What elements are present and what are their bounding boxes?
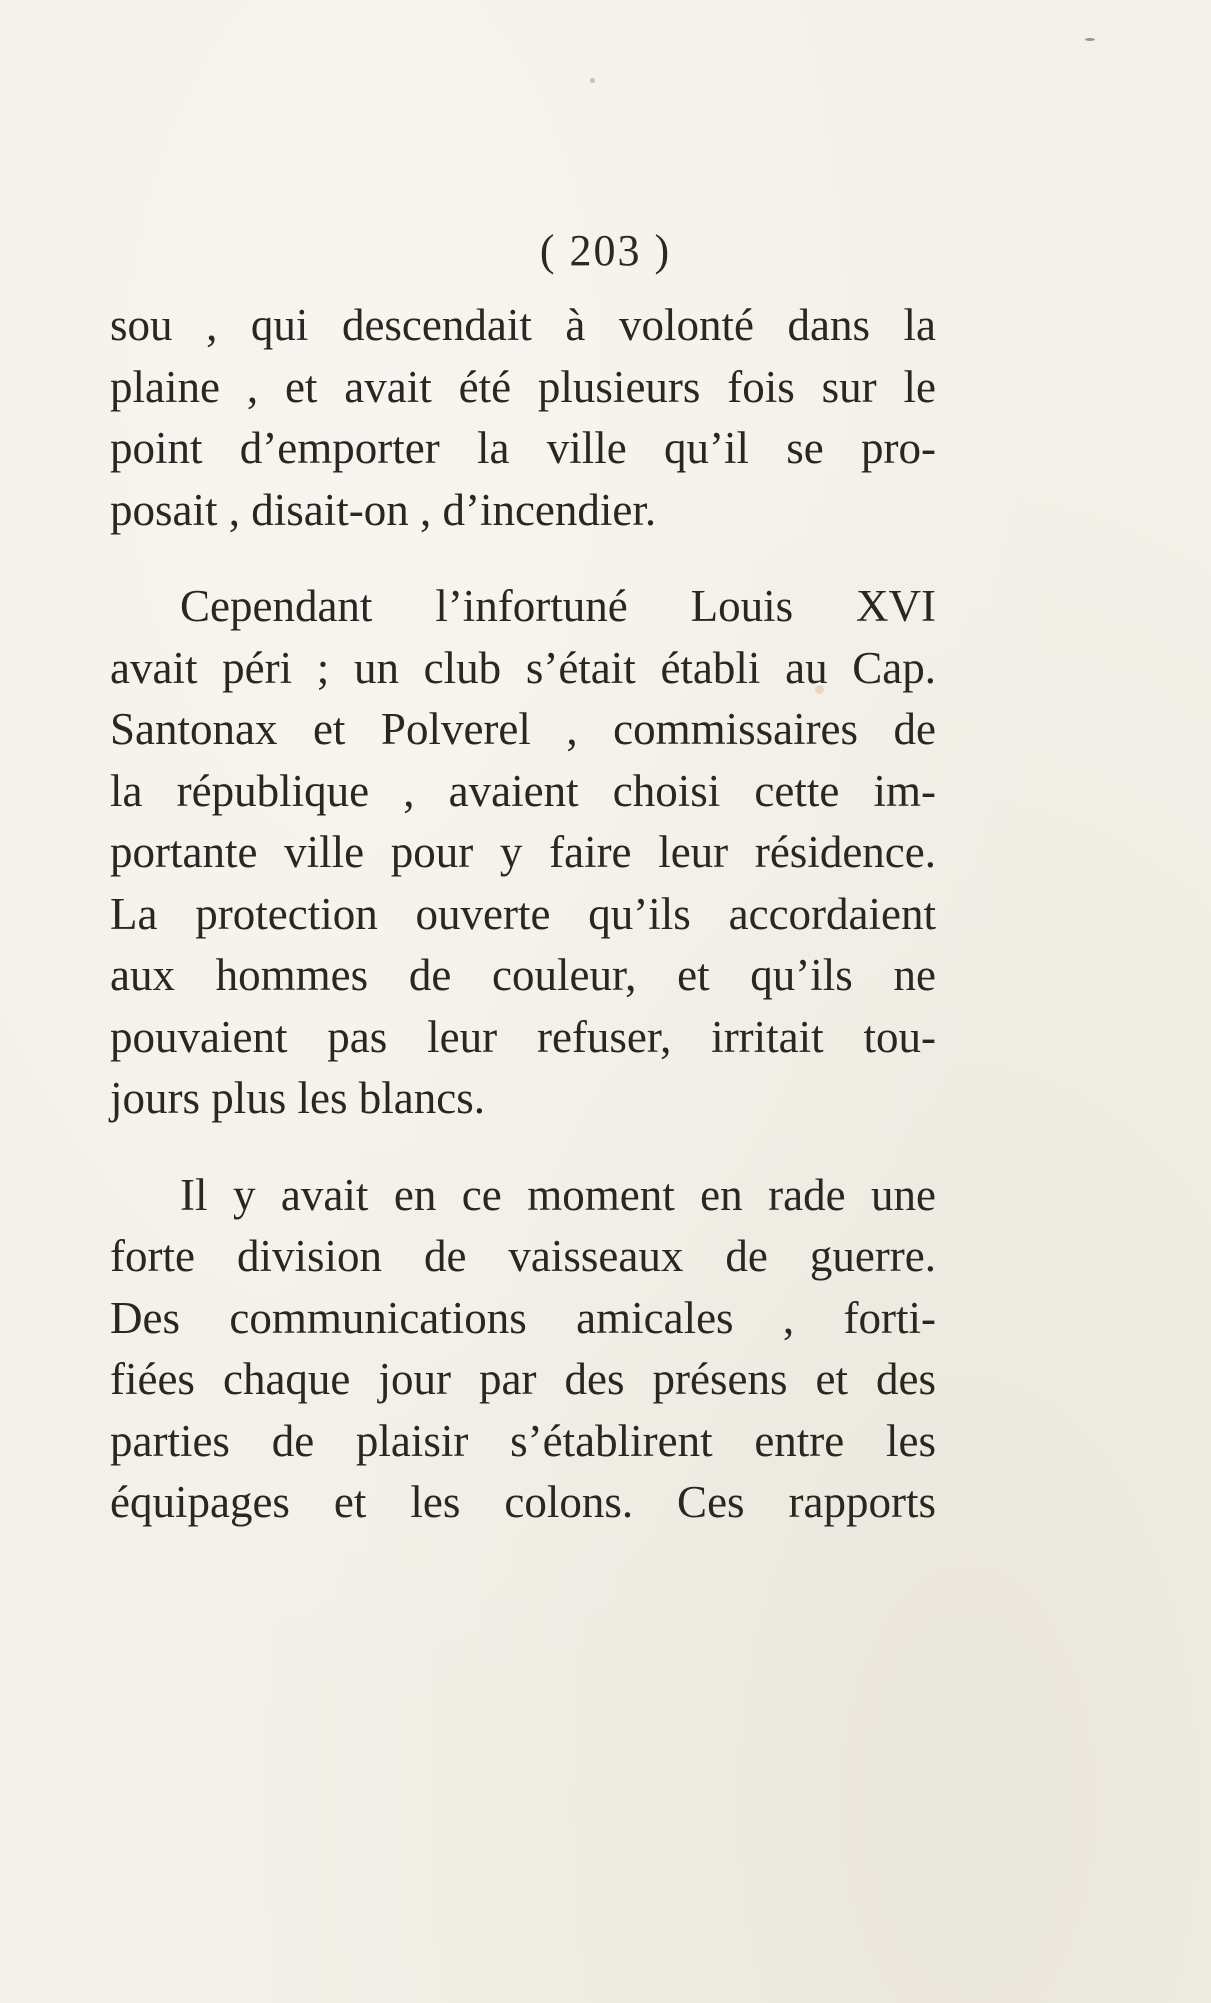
- text-line: pouvaient pas leur refuser, irritait tou-: [110, 1011, 936, 1062]
- text-line: posait , disait-on , d’incendier.: [110, 484, 657, 535]
- text-line: avait péri ; un club s’était établi au Cap.: [110, 642, 936, 693]
- text-line: sou , qui descendait à volonté dans la: [110, 300, 936, 350]
- body-text: [110, 295, 936, 1534]
- paper-speck: [1085, 38, 1095, 41]
- text-line: Cependant l’infortuné Louis XVI: [180, 581, 936, 631]
- text-line: forte division de vaisseaux de guerre.: [110, 1231, 936, 1281]
- paragraph-gap: [110, 1130, 936, 1165]
- paragraph-1: [110, 295, 936, 541]
- text-line: aux hommes de couleur, et qu’ils ne: [110, 950, 936, 1000]
- text-line: La protection ouverte qu’ils accordaient: [110, 888, 936, 939]
- page-number: ( 203 ): [539, 226, 672, 275]
- text-line: Des communications amicales , forti-: [110, 1292, 936, 1343]
- text-line: Santonax et Polverel , commissaires de: [110, 704, 936, 754]
- paper-speck: [590, 78, 595, 83]
- text-line: portante ville pour y faire leur résidence.: [110, 827, 936, 877]
- paragraph-2: [110, 576, 936, 1130]
- text-line: fiées chaque jour par des présens et des: [110, 1354, 936, 1404]
- text-line: plaine , et avait été plusieurs fois sur le: [110, 361, 936, 412]
- text-line: point d’emporter la ville qu’il se pro-: [110, 423, 936, 473]
- text-line: la république , avaient choisi cette im-: [110, 765, 936, 816]
- text-line: parties de plaisir s’établirent entre les: [110, 1415, 936, 1466]
- text-line: équipages et les colons. Ces rapports: [110, 1477, 936, 1527]
- text-line: Il y avait en ce moment en rade une: [180, 1169, 936, 1220]
- text-line: jours plus les blancs.: [110, 1073, 485, 1123]
- paragraph-gap: [110, 541, 936, 576]
- paragraph-3: [110, 1165, 936, 1534]
